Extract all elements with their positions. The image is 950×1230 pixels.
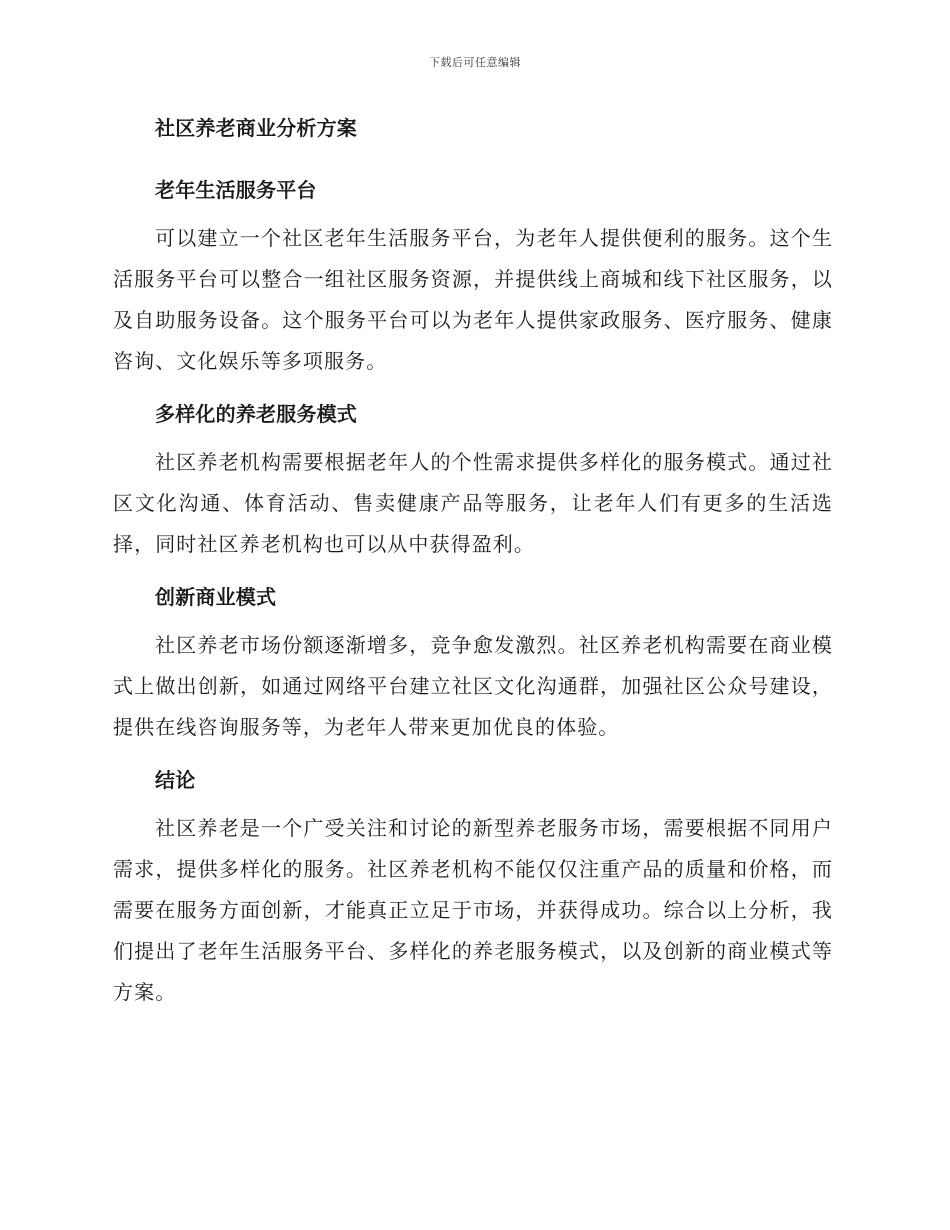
- section-paragraph-platform: 可以建立一个社区老年生活服务平台，为老年人提供便利的服务。这个生活服务平台可以整合一组社区服务资源，并提供线上商城和线下社区服务，以及自助服务设备。这个服务平台可以为老年人提供家政服务、医疗服务、健康咨询、文化娱乐等多项服务。: [113, 226, 833, 373]
- document-title: 社区养老商业分析方案: [155, 116, 357, 140]
- section-paragraph-conclusion: 社区养老是一个广受关注和讨论的新型养老服务市场，需要根据不同用户需求，提供多样化的服务。社区养老机构不能仅仅注重产品的质量和价格，而需要在服务方面创新，才能真正立足于市场，并获得成功。综合以上分析，我们提出了老年生活服务平台、多样化的养老服务模式，以及创新的商业模式等方案。: [113, 816, 833, 1004]
- section-heading-conclusion: 结论: [155, 768, 196, 792]
- section-paragraph-innovation: 社区养老市场份额逐渐增多，竞争愈发激烈。社区养老机构需要在商业模式上做出创新，如通过网络平台建立社区文化沟通群，加强社区公众号建设，提供在线咨询服务等，为老年人带来更加优良的体验。: [113, 633, 833, 739]
- section-paragraph-diverse-models: 社区养老机构需要根据老年人的个性需求提供多样化的服务模式。通过社区文化沟通、体育活动、售卖健康产品等服务，让老年人们有更多的生活选择，同时社区养老机构也可以从中获得盈利。: [113, 450, 833, 556]
- section-heading-diverse-models: 多样化的养老服务模式: [155, 402, 357, 426]
- section-heading-innovation: 创新商业模式: [155, 585, 277, 609]
- header-note: 下载后可任意编辑: [429, 56, 521, 69]
- document-body: [113, 108, 833, 1013]
- section-heading-platform: 老年生活服务平台: [155, 178, 317, 202]
